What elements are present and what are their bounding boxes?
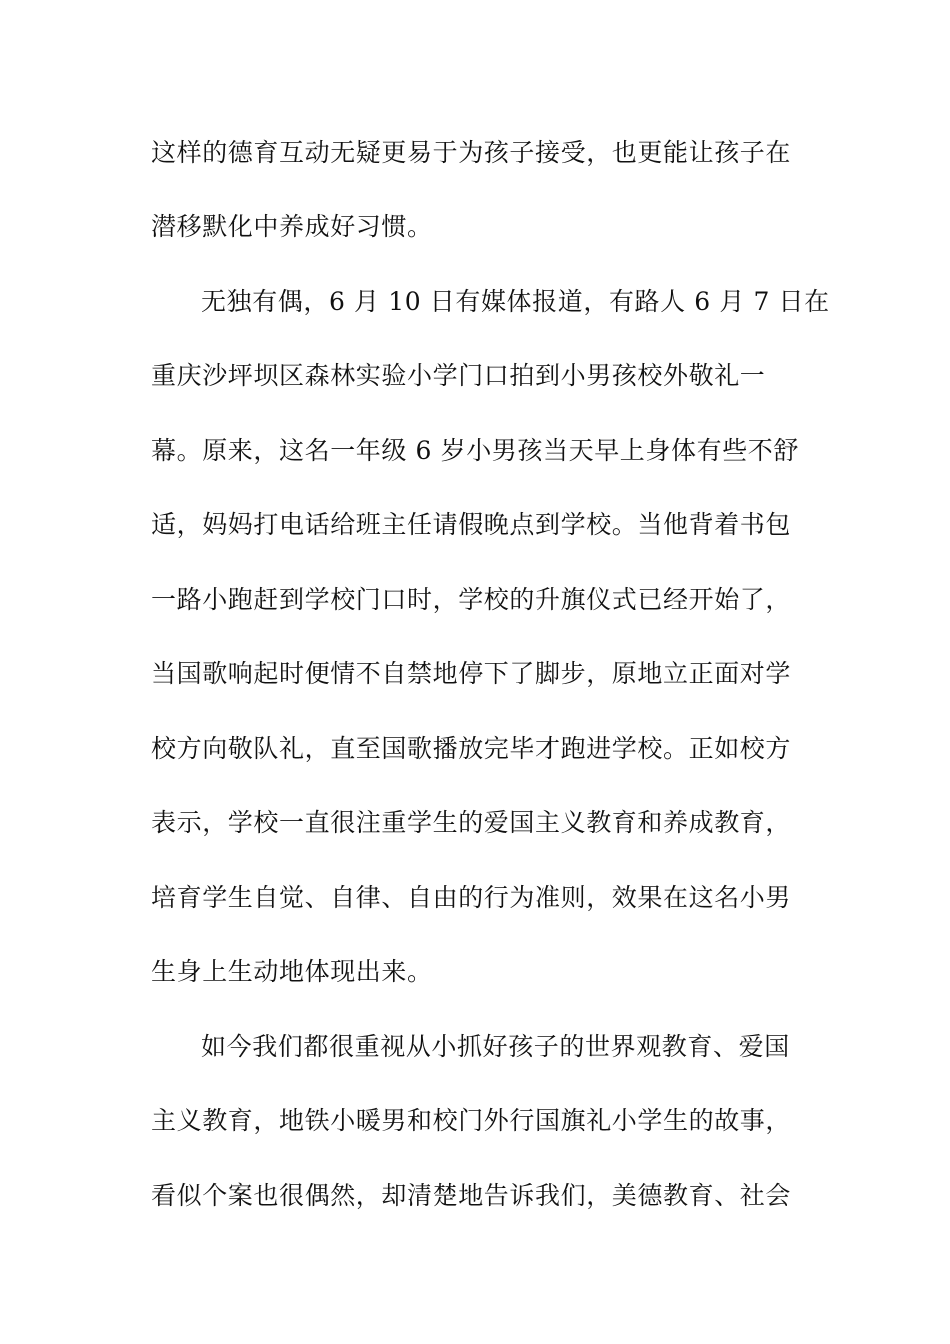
text-line: 生身上生动地体现出来。 (151, 957, 433, 986)
text-line: 主义教育，地铁小暖男和校门外行国旗礼小学生的故事， (151, 1106, 792, 1135)
text-line: 一路小跑赶到学校门口时，学校的升旗仪式已经开始了， (151, 585, 792, 614)
text-line: 适，妈妈打电话给班主任请假晚点到学校。当他背着书包 (151, 510, 792, 539)
paragraph-first-line: 无独有偶，6 月 10 日有媒体报道，有路人 6 月 7 日在 (201, 287, 830, 316)
text-line: 潜移默化中养成好习惯。 (151, 212, 433, 241)
text-line: 当国歌响起时便情不自禁地停下了脚步，原地立正面对学 (151, 659, 792, 688)
text-line: 这样的德育互动无疑更易于为孩子接受，也更能让孩子在 (151, 138, 792, 167)
text-line: 看似个案也很偶然，却清楚地告诉我们，美德教育、社会 (151, 1181, 792, 1210)
text-line: 校方向敬队礼，直至国歌播放完毕才跑进学校。正如校方 (151, 734, 792, 763)
text-line: 重庆沙坪坝区森林实验小学门口拍到小男孩校外敬礼一 (151, 361, 766, 390)
text-line: 表示，学校一直很注重学生的爱国主义教育和养成教育， (151, 808, 792, 837)
paragraph-first-line: 如今我们都很重视从小抓好孩子的世界观教育、爱国 (201, 1032, 790, 1061)
text-line: 培育学生自觉、自律、自由的行为准则，效果在这名小男 (151, 883, 792, 912)
text-line: 幕。原来，这名一年级 6 岁小男孩当天早上身体有些不舒 (151, 436, 800, 465)
